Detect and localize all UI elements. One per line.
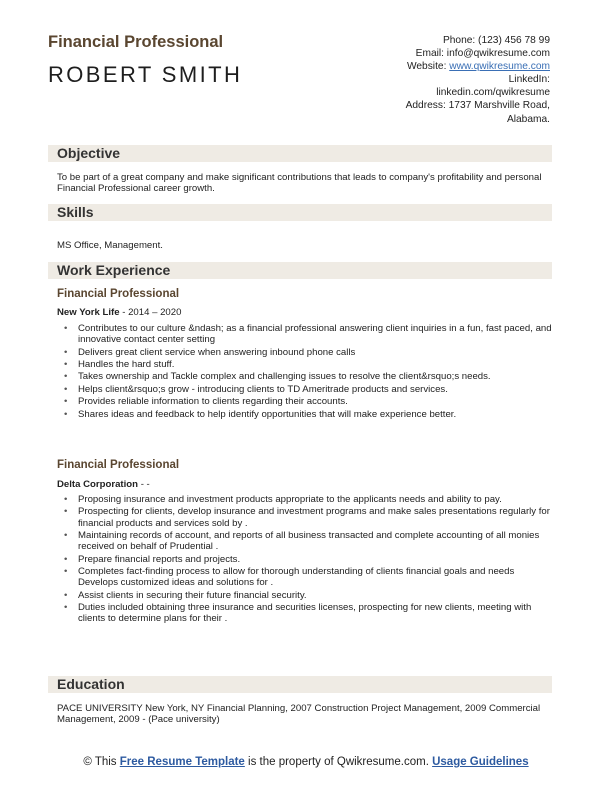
contact-phone: Phone: (123) 456 78 99: [442, 35, 550, 46]
contact-address-line1: Address: 1737 Marshville Road,: [405, 100, 550, 112]
list-item: • Maintaining records of account, and reports of all business transacted and complete accounting of all monies received on behalf of Prudential .: [64, 529, 540, 553]
job-1-title: Financial Professional: [57, 288, 180, 300]
objective-heading: Objective: [57, 145, 121, 161]
job-1-dates: - 2014 – 2020: [119, 307, 182, 318]
education-text: PACE UNIVERSITY New York, NY Financial Planning, 2007 Construction Project Management, 2009 Commercial Management, 2009 - (Pace university): [57, 703, 541, 726]
list-item: • Prepare financial reports and projects.: [64, 553, 241, 565]
bullet-icon: •: [64, 371, 68, 383]
job-1-bullets: [57, 323, 552, 421]
contact-email: Email: info@qwikresume.com: [415, 48, 550, 60]
candidate-name: ROBERT SMITH: [48, 62, 243, 87]
list-item: • Delivers great client service when answering inbound phone calls: [64, 346, 356, 358]
list-item: • Assist clients in securing their future financial security.: [64, 589, 307, 601]
skills-text: MS Office, Management.: [57, 240, 163, 251]
bullet-icon: •: [64, 565, 68, 577]
job-1-company: New York Life: [57, 307, 120, 318]
job-1-meta: [57, 307, 181, 318]
footer-middle: is the property of Qwikresume.com.: [244, 756, 433, 768]
education-heading: Education: [57, 676, 125, 692]
list-item: • Helps client&rsquo;s grow - introducing clients to TD Ameritrade products and services.: [64, 383, 448, 395]
job-headline: Financial Professional: [48, 33, 224, 51]
list-item: • Duties included obtaining three insurance and securities licenses, prospecting for new clients, meeting with clients to determine plans for their .: [64, 601, 532, 625]
contact-address-line2: Alabama.: [506, 113, 550, 125]
bullet-icon: •: [64, 529, 68, 541]
job-2-company: Delta Corporation: [57, 479, 139, 490]
bullet-icon: •: [64, 553, 68, 565]
bullet-icon: •: [64, 346, 68, 358]
website-label: Website:: [406, 61, 450, 73]
contact-linkedin-value: linkedin.com/qwikresume: [436, 87, 550, 99]
footer-prefix: © This: [83, 756, 120, 768]
bullet-icon: •: [64, 396, 68, 408]
job-2-bullets: [57, 494, 552, 626]
list-item: • Prospecting for clients, develop insurance and investment programs and make sales presentations regularly for financial products and services sold by .: [64, 506, 550, 529]
bullet-icon: •: [64, 494, 68, 505]
footer: [48, 756, 564, 770]
bullet-icon: •: [64, 383, 68, 395]
skills-heading: Skills: [57, 204, 94, 220]
free-resume-template-link[interactable]: Free Resume Template: [119, 756, 245, 768]
work-heading: Work Experience: [57, 262, 171, 278]
skills-section-bar: [48, 204, 552, 221]
usage-guidelines-link[interactable]: Usage Guidelines: [432, 756, 529, 768]
bullet-icon: •: [64, 601, 68, 613]
list-item: • Provides reliable information to clients regarding their accounts.: [64, 396, 348, 408]
list-item: • Handles the hard stuff.: [64, 358, 175, 370]
objective-text: To be part of a great company and make significant contributions that leads to company's profitability and personal Financial Professional career growth.: [57, 172, 542, 195]
list-item: • Completes fact-finding process to allow for thorough understanding of clients financial goals and needs Develops customized ideas and solutions for .: [64, 565, 515, 589]
bullet-icon: •: [64, 589, 68, 601]
website-link[interactable]: www.qwikresume.com: [449, 61, 550, 73]
list-item: • Contributes to our culture &ndash; as a financial professional answering client inquiries in a fun, fast paced, and innovative contact center setting: [64, 323, 552, 346]
bullet-icon: •: [64, 358, 68, 370]
list-item: • Proposing insurance and investment products appropriate to the applicants needs and ability to pay.: [64, 494, 502, 505]
bullet-icon: •: [64, 408, 68, 420]
job-2-dates: - -: [138, 479, 150, 490]
objective-section-bar: [48, 145, 552, 162]
bullet-icon: •: [64, 506, 68, 518]
job-2-meta: [57, 479, 150, 490]
bullet-icon: •: [64, 323, 68, 334]
contact-block: [372, 34, 550, 126]
contact-website: [372, 60, 550, 73]
list-item: • Takes ownership and Tackle complex and challenging issues to resolve the client&rsquo;s needs.: [64, 371, 491, 383]
list-item: • Shares ideas and feedback to help identify opportunities that will make experience better.: [64, 408, 457, 420]
contact-linkedin-label: LinkedIn:: [508, 74, 550, 86]
job-2-title: Financial Professional: [57, 459, 180, 471]
